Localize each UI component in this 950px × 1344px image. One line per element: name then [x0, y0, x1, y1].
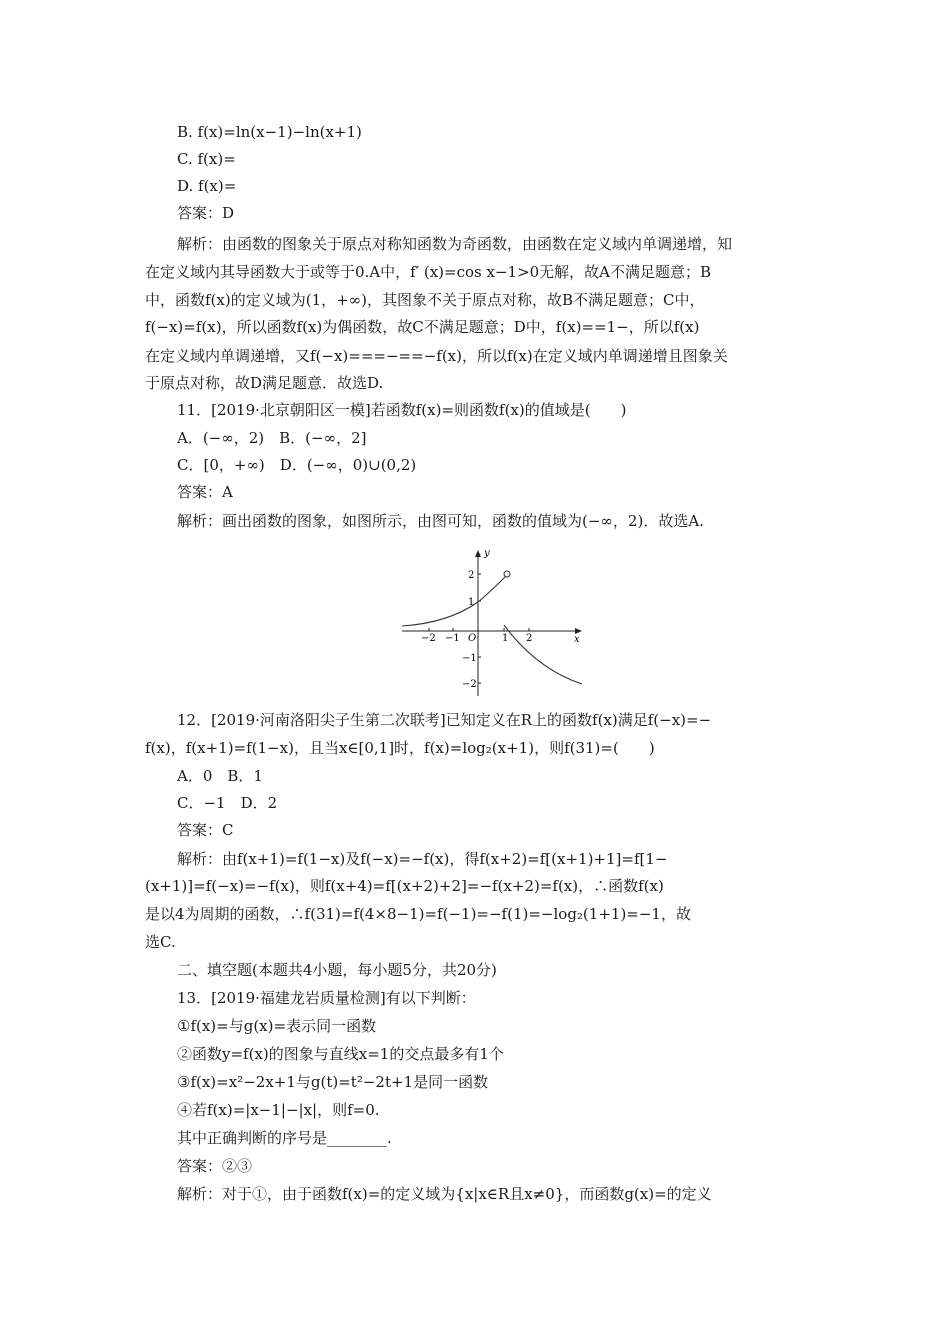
analysis-line: 在定义域内单调递增，又f(−x)===−==−f(x)，所以f(x)在定义域内单调递增且图象关: [145, 347, 728, 365]
analysis-line: 于原点对称，故D满足题意．故选D.: [145, 374, 384, 392]
open-circle: [504, 571, 510, 577]
statement-2: ②函数y=f(x)的图象与直线x=1的交点最多有1个: [177, 1045, 504, 1063]
x-tick-label: −2: [421, 633, 436, 644]
analysis-line: 解析：画出函数的图象，如图所示，由图可知，函数的值域为(−∞，2)．故选A.: [177, 512, 704, 530]
answer-line: 答案：②③: [177, 1157, 253, 1175]
answer-line: 答案：D: [177, 204, 235, 222]
option-c-line: C. f(x)=: [177, 150, 236, 168]
section-heading: 二、填空题(本题共4小题，每小题5分，共20分): [177, 961, 497, 979]
analysis-line: 选C.: [145, 933, 176, 951]
x-tick-label: 2: [526, 633, 533, 644]
x-tick-label: −1: [445, 633, 460, 644]
question-13: 13．[2019·福建龙岩质量检测]有以下判断：: [177, 989, 476, 1007]
answer-line: 答案：A: [177, 483, 233, 501]
options-line: A．(−∞，2) B．(−∞，2]: [177, 429, 367, 447]
question-12: 12．[2019·河南洛阳尖子生第二次联考]已知定义在R上的函数f(x)满足f(−x)=−: [177, 711, 712, 729]
statement-3: ③f(x)=x²−2x+1与g(t)=t²−2t+1是同一函数: [177, 1073, 489, 1091]
curve-right: [504, 625, 582, 684]
statement-1: ①f(x)=与g(x)=表示同一函数: [177, 1017, 377, 1035]
y-axis-label: y: [484, 548, 490, 559]
analysis-line: 是以4为周期的函数，∴f(31)=f(4×8−1)=f(−1)=−f(1)=−log₂(1+1)=−1，故: [145, 905, 691, 923]
answer-line: 答案：C: [177, 821, 234, 839]
question-11: 11．[2019·北京朝阳区一模]若函数f(x)=则函数f(x)的值域是( ): [177, 401, 627, 419]
x-tick-label: 1: [502, 633, 509, 644]
options-line: A．0 B．1: [177, 767, 263, 785]
analysis-line: 解析：由f(x+1)=f(1−x)及f(−x)=−f(x)，得f(x+2)=f[(x+1)+1]=f[1−: [177, 850, 668, 868]
question-12-cont: f(x)，f(x+1)=f(1−x)，且当x∈[0,1]时，f(x)=log₂(x+1)，则f(31)=( ): [145, 739, 655, 757]
x-axis-label: x: [574, 634, 580, 645]
analysis-line: 在定义域内其导函数大于或等于0.A中，f′ (x)=cos x−1>0无解，故A不满足题意；B: [145, 263, 712, 281]
analysis-line: 解析：对于①，由于函数f(x)=的定义域为{x|x∈R且x≠0}，而函数g(x)=的定义: [177, 1185, 712, 1203]
statement-4: ④若f(x)=|x−1|−|x|，则f=0.: [177, 1101, 380, 1119]
option-d-line: D. f(x)=: [177, 177, 237, 195]
analysis-line: 中，函数f(x)的定义域为(1，+∞)，其图象不关于原点对称，故B不满足题意；C中，: [145, 291, 705, 309]
options-line: C．[0，+∞) D．(−∞，0)∪(0,2): [177, 456, 417, 474]
analysis-line: 解析：由函数的图象关于原点对称知函数为奇函数，由函数在定义域内单调递增，知: [177, 235, 733, 253]
y-tick-label: 2: [468, 570, 475, 581]
y-tick-label: 1: [468, 597, 475, 608]
analysis-line: (x+1)]=f(−x)=−f(x)，则f(x+4)=f[(x+2)+2]=−f(x+2)=f(x)，∴函数f(x): [145, 877, 664, 895]
y-tick-label: −2: [462, 679, 477, 690]
option-b-line: B. f(x)=ln(x−1)−ln(x+1): [177, 123, 362, 141]
origin-label: O: [468, 633, 477, 644]
options-line: C．−1 D．2: [177, 794, 278, 812]
y-axis-arrow: [475, 550, 481, 557]
analysis-line: f(−x)=f(x)，所以函数f(x)为偶函数，故C不满足题意；D中，f(x)==1−，所以f(x): [145, 318, 700, 336]
curve-left: [402, 575, 507, 626]
function-graph: [398, 546, 586, 700]
question-prompt: 其中正确判断的序号是________.: [177, 1129, 392, 1147]
y-tick-label: −1: [462, 653, 477, 664]
